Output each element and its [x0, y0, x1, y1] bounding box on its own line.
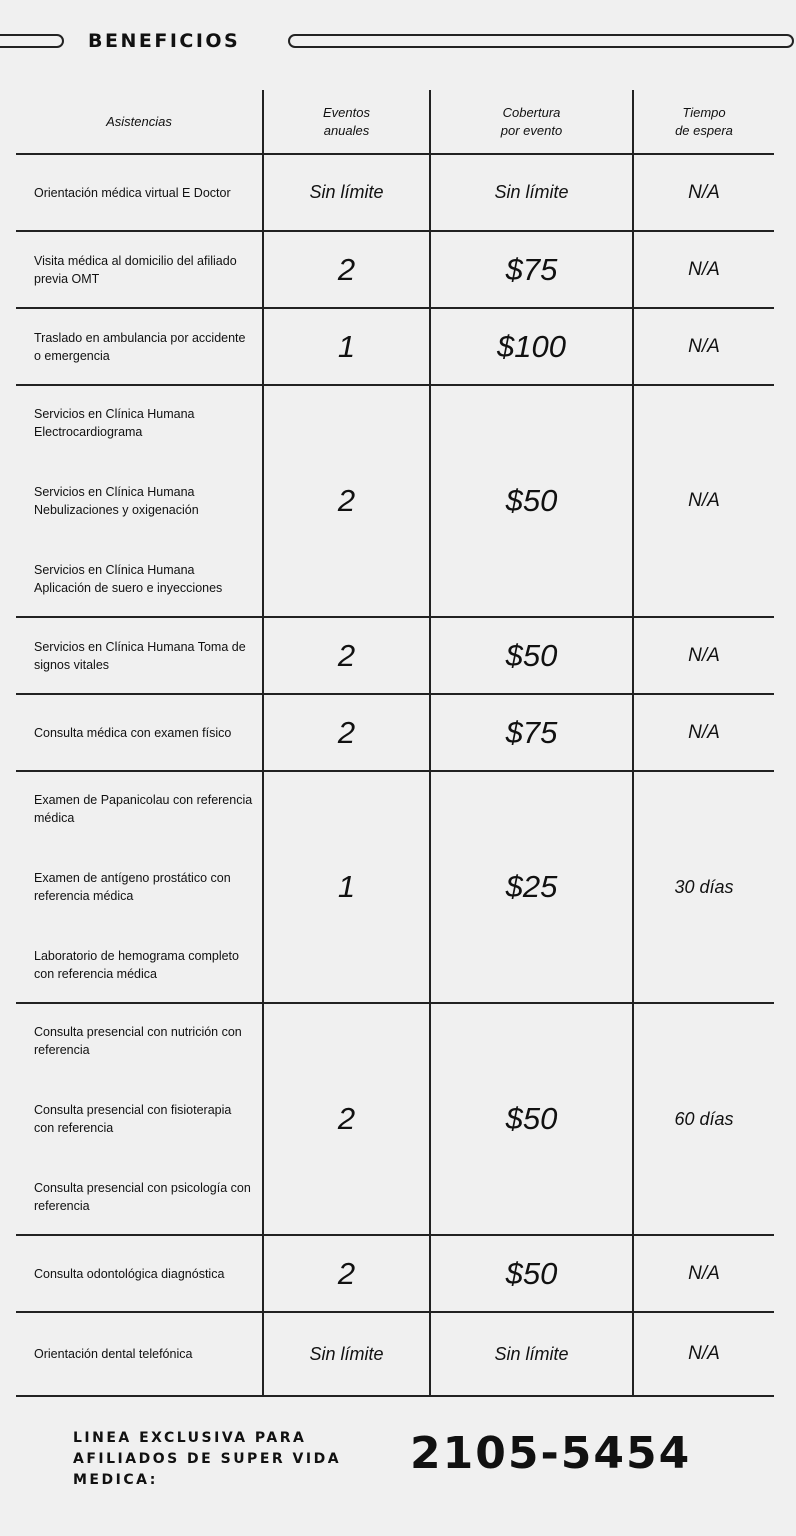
table-row — [16, 1235, 774, 1312]
section-title: BENEFICIOS — [88, 30, 241, 52]
table-row — [16, 1003, 774, 1235]
cell-asistencia — [16, 154, 263, 231]
section-header — [0, 28, 796, 56]
cell-eventos: Sin límite — [263, 154, 430, 231]
table-row — [16, 771, 774, 1003]
decorative-pill-right — [288, 34, 794, 48]
cell-eventos: 1 — [263, 771, 430, 1003]
asistencia-item: Examen de antígeno prostático con referencia médica — [34, 871, 231, 903]
asistencia-item: Laboratorio de hemograma completo con referencia médica — [34, 949, 239, 981]
phone-number[interactable]: 2105-5454 — [410, 1428, 692, 1479]
table-header-row — [16, 90, 774, 154]
cell-tiempo: 60 días — [633, 1003, 774, 1235]
cell-tiempo: N/A — [633, 154, 774, 231]
cell-cobertura: Sin límite — [430, 154, 633, 231]
asistencia-item: Consulta presencial con nutrición con referencia — [34, 1025, 242, 1057]
asistencia-item: Servicios en Clínica Humana Toma de signos vitales — [34, 639, 246, 672]
cell-cobertura: $50 — [430, 1235, 633, 1312]
cell-asistencia — [16, 1235, 263, 1312]
cell-cobertura: $100 — [430, 308, 633, 385]
cell-eventos: 2 — [263, 385, 430, 617]
cell-eventos: 2 — [263, 694, 430, 771]
cell-cobertura: $50 — [430, 385, 633, 617]
asistencia-item: Consulta médica con examen físico — [34, 725, 232, 740]
table-row — [16, 385, 774, 617]
asistencia-item: Examen de Papanicolau con referencia médica — [34, 793, 253, 825]
cell-tiempo: 30 días — [633, 771, 774, 1003]
header-asistencias: Asistencias — [16, 90, 263, 154]
cell-cobertura: $75 — [430, 694, 633, 771]
cell-tiempo: N/A — [633, 617, 774, 694]
exclusive-line-label: LINEA EXCLUSIVA PARA AFILIADOS DE SUPER VIDA MEDICA: — [73, 1430, 342, 1488]
cell-tiempo: N/A — [633, 1235, 774, 1312]
cell-asistencia — [16, 771, 263, 1003]
table-row — [16, 694, 774, 771]
cell-tiempo: N/A — [633, 385, 774, 617]
asistencia-item: Consulta presencial con psicología con referencia — [34, 1181, 251, 1213]
asistencia-item: Orientación dental telefónica — [34, 1347, 193, 1361]
cell-cobertura: $25 — [430, 771, 633, 1003]
cell-eventos: 2 — [263, 1235, 430, 1312]
asistencia-item: Servicios en Clínica Humana Nebulizaciones y oxigenación — [34, 485, 199, 517]
cell-asistencia — [16, 694, 263, 771]
cell-cobertura: $50 — [430, 1003, 633, 1235]
table-body — [16, 154, 774, 1396]
table-row — [16, 154, 774, 231]
table-row — [16, 617, 774, 694]
decorative-pill-left — [0, 34, 64, 48]
asistencia-item: Orientación médica virtual E Doctor — [34, 185, 231, 200]
cell-asistencia — [16, 231, 263, 308]
asistencia-item: Visita médica al domicilio del afiliado previa OMT — [34, 253, 237, 286]
header-eventos: Eventos anuales — [263, 90, 430, 154]
cell-cobertura: $50 — [430, 617, 633, 694]
cell-asistencia — [16, 385, 263, 617]
table-row — [16, 231, 774, 308]
header-cobertura: Cobertura por evento — [430, 90, 633, 154]
cell-eventos: 1 — [263, 308, 430, 385]
cell-asistencia — [16, 1312, 263, 1396]
cell-eventos: 2 — [263, 231, 430, 308]
asistencia-item: Servicios en Clínica Humana Aplicación de suero e inyecciones — [34, 563, 223, 595]
cell-tiempo: N/A — [633, 308, 774, 385]
cell-cobertura: $75 — [430, 231, 633, 308]
table-row — [16, 1312, 774, 1396]
cell-asistencia — [16, 308, 263, 385]
cell-asistencia — [16, 617, 263, 694]
cell-eventos: Sin límite — [263, 1312, 430, 1396]
cell-eventos: 2 — [263, 617, 430, 694]
asistencia-item: Traslado en ambulancia por accidente o emergencia — [34, 330, 246, 363]
benefits-table — [16, 90, 774, 1397]
asistencia-item: Servicios en Clínica Humana Electrocardiograma — [34, 407, 195, 439]
cell-eventos: 2 — [263, 1003, 430, 1235]
table-row — [16, 308, 774, 385]
header-tiempo: Tiempo de espera — [633, 90, 774, 154]
asistencia-item: Consulta presencial con fisioterapia con referencia — [34, 1103, 232, 1135]
cell-tiempo: N/A — [633, 231, 774, 308]
asistencia-item: Consulta odontológica diagnóstica — [34, 1266, 225, 1281]
cell-tiempo: N/A — [633, 1312, 774, 1396]
cell-tiempo: N/A — [633, 694, 774, 771]
cell-cobertura: Sin límite — [430, 1312, 633, 1396]
cell-asistencia — [16, 1003, 263, 1235]
